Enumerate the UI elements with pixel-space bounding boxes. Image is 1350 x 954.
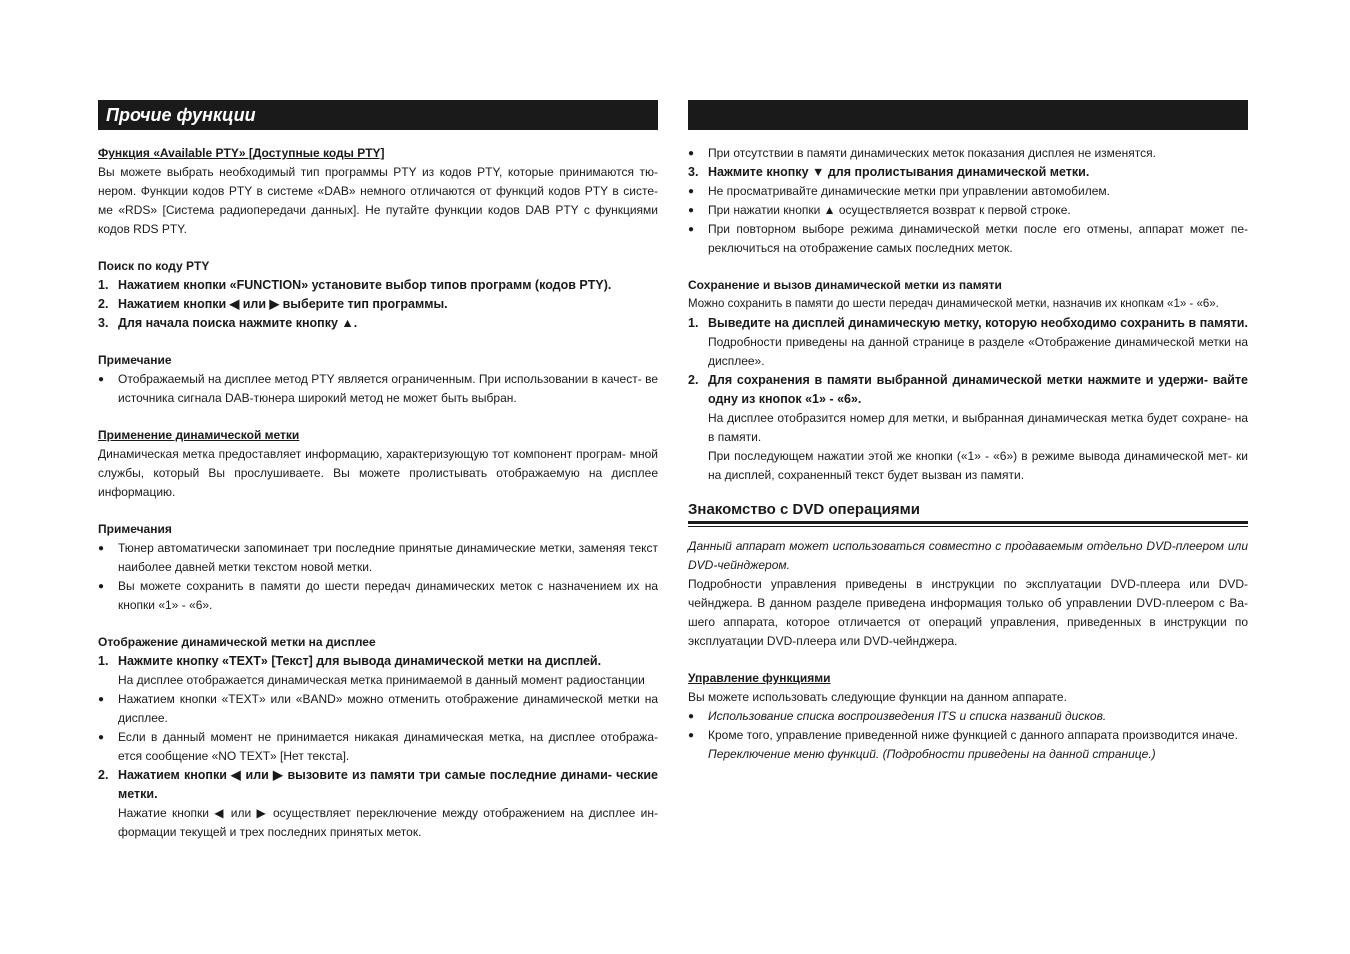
pty-heading: Функция «Available PTY» [Доступные коды PTY] xyxy=(98,146,385,160)
search-step-1: 1. Нажатием кнопки «FUNCTION» установите выбор типов программ (кодов PTY). xyxy=(98,278,612,292)
scroll-bullet: ● Не просматривайте динамические метки при управлении автомобилем. xyxy=(688,184,1110,198)
display-step-1: 1. Нажмите кнопку «TEXT» [Текст] для вывода динамической метки на дисплей. xyxy=(98,654,602,668)
notes-item: ● Вы можете сохранить в памяти до шести передач динамических меток с назначением их на кнопки «1» - «6». xyxy=(98,579,658,612)
notes-heading: Примечания xyxy=(98,522,172,536)
right-banner xyxy=(688,100,1248,130)
save-step-2-sub: При последующем нажатии этой же кнопки («1» - «6») в режиме вывода динамической мет- ки на дисплей, сохраненный текст будет вызван из памяти. xyxy=(708,449,1248,482)
dvd-heading: Знакомство с DVD операциями xyxy=(688,501,920,518)
save-step-1-sub: Подробности приведены на данной странице в разделе «Отображение динамической метки на дисплее». xyxy=(708,335,1248,368)
dyn-heading: Применение динамической метки xyxy=(98,428,300,442)
display-step-1-sub: На дисплее отображается динамическая метка принимаемой в данный момент радиостанции xyxy=(118,673,645,687)
pty-text: Вы можете выбрать необходимый тип программы PTY из кодов PTY, которые принимаются тю- нером. Функции кодов PTY в системе «DAB» немного отличаются от функций кодов PTY в систе- ме «RDS» [Система радиопередачи данных]. Не путайте функции кодов DAB PTY с функциями кодов RDS PTY. xyxy=(98,165,658,236)
notes-item: ● Тюнер автоматически запоминает три последние принятые динамические метки, заменяя текст наиболее давней метки текстом новой метки. xyxy=(98,541,658,574)
scroll-bullet: ● При повторном выборе режима динамической метки после его отмены, аппарат может пе- реключиться на отображение самых последних меток. xyxy=(688,222,1248,255)
scroll-step-3: 3. Нажмите кнопку ▼ для пролистывания динамической метки. xyxy=(688,165,1090,179)
save-step-2-sub: На дисплее отобразится номер для метки, и выбранная динамическая метка будет сохране- на в памяти. xyxy=(708,411,1248,444)
dyn-text: Динамическая метка предоставляет информацию, характеризующую тот компонент програм- мной службы, который Вы прослушиваете. Вы можете пролистывать отображаемую на дисплее информацию. xyxy=(98,447,658,499)
search-heading: Поиск по коду PTY xyxy=(98,259,210,273)
right-column xyxy=(688,100,1248,764)
save-step-1: 1. Выведите на дисплей динамическую метку, которую необходимо сохранить в памяти. xyxy=(688,316,1248,330)
func-bullet: ● Кроме того, управление приведенной ниже функцией с данного аппарата производится иначе. Переключение меню функций. (Подробности приведены на данной странице.) xyxy=(688,728,1238,761)
func-heading: Управление функциями xyxy=(688,671,831,685)
heading-rule xyxy=(688,521,1248,527)
display-heading: Отображение динамической метки на дисплее xyxy=(98,635,376,649)
display-step-2-sub: Нажатие кнопки ◀ или ▶ осуществляет переключение между отображением на дисплее ин- формации текущей и трех последних принятых меток. xyxy=(118,806,658,839)
func-text: Вы можете использовать следующие функции на данном аппарате. xyxy=(688,690,1067,704)
func-bullet-italic: Переключение меню функций. (Подробности приведены на данной странице.) xyxy=(708,747,1156,761)
left-column xyxy=(98,100,658,842)
search-step-3: 3. Для начала поиска нажмите кнопку ▲. xyxy=(98,316,358,330)
func-bullet: ● Использование списка воспроизведения ITS и списка названий дисков. xyxy=(688,709,1107,723)
save-step-2: 2. Для сохранения в памяти выбранной динамической метки нажмите и удержи- вайте одну из кнопок «1» - «6». xyxy=(688,373,1248,406)
display-bullet: ● Нажатием кнопки «TEXT» или «BAND» можно отменить отображение динамической метки на дисплее. xyxy=(98,692,658,725)
search-step-2: 2. Нажатием кнопки ◀ или ▶ выберите тип программы. xyxy=(98,297,448,311)
note-heading: Примечание xyxy=(98,353,172,367)
top-bullet: ● При отсутствии в памяти динамических меток показания дисплея не изменятся. xyxy=(688,146,1156,160)
display-bullet: ● Если в данный момент не принимается никакая динамическая метка, на дисплее отобража- ется сообщение «NO TEXT» [Нет текста]. xyxy=(98,730,658,763)
scroll-bullet: ● При нажатии кнопки ▲ осуществляется возврат к первой строке. xyxy=(688,203,1071,217)
dvd-text: Подробности управления приведены в инструкции по эксплуатации DVD-плеера или DVD- чейнджера. В данном разделе приведена информация только об управлении DVD-плеером с Ва- шего аппарата, которое отличается от операций управления, приведенных в инструкции по эксплуатации DVD-плеера или DVD-чейнджера. xyxy=(688,577,1248,648)
dvd-italic: Данный аппарат может использоваться совместно с продаваемым отдельно DVD-плеером или DVD-чейнджером. xyxy=(688,539,1248,572)
note-item: ● Отображаемый на дисплее метод PTY является ограниченным. При использовании в качест- ве источника сигнала DAB-тюнера широкий метод не может быть выбран. xyxy=(98,372,658,405)
save-heading: Сохранение и вызов динамической метки из памяти xyxy=(688,278,1002,292)
display-step-2: 2. Нажатием кнопки ◀ или ▶ вызовите из памяти три самые последние динами- ческие метки. xyxy=(98,768,658,801)
save-text: Можно сохранить в памяти до шести передач динамической метки, назначив их кнопкам «1» - «6». xyxy=(688,298,1219,310)
section-banner: Прочие функции xyxy=(98,100,658,130)
